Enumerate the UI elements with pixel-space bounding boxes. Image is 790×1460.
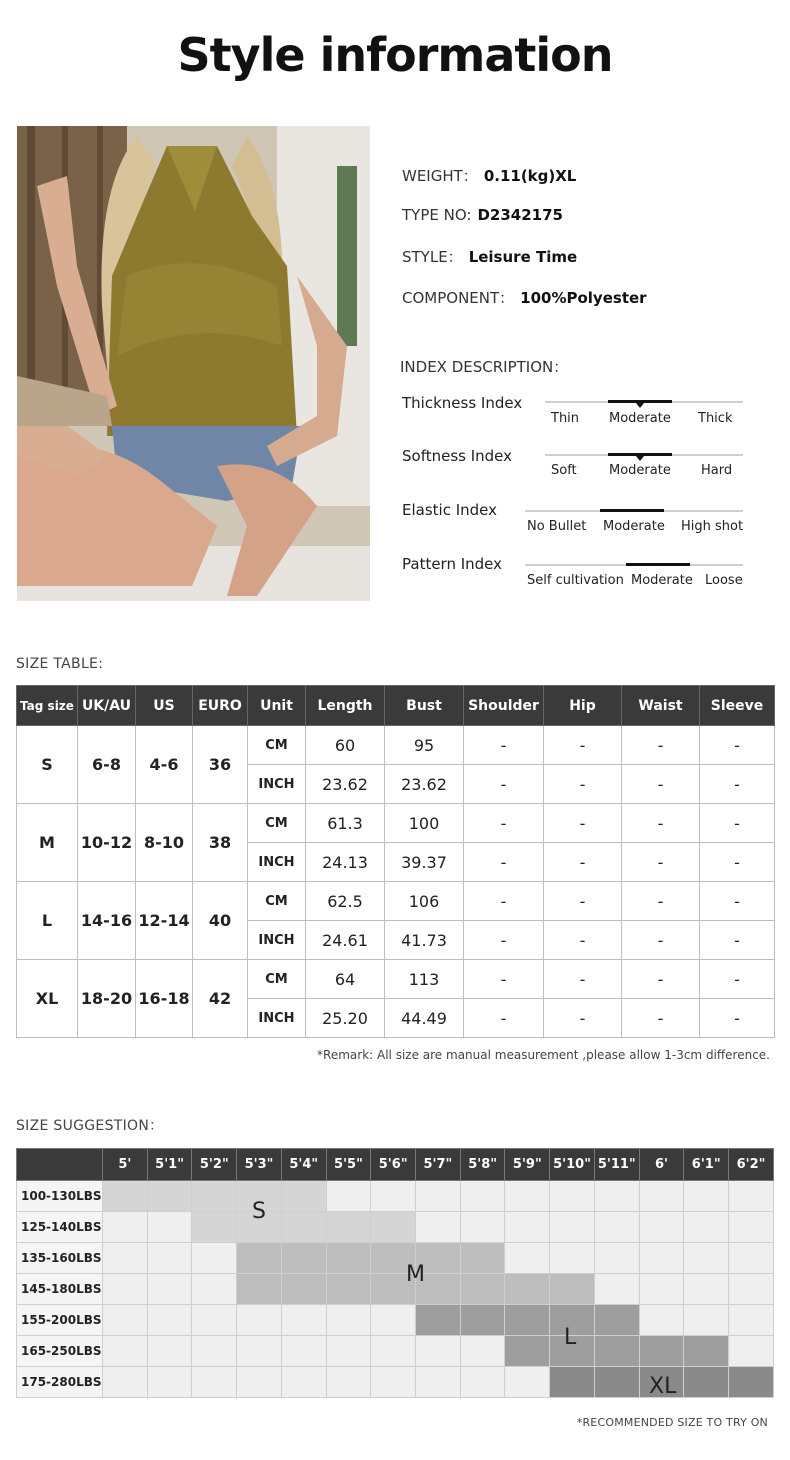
size-cell-s xyxy=(147,1181,192,1212)
grid-cell xyxy=(460,1367,505,1398)
grid-cell xyxy=(639,1243,684,1274)
spec-weight xyxy=(402,165,576,186)
size-cell-xl xyxy=(550,1367,595,1398)
weight-label: 135-160LBS xyxy=(17,1243,103,1274)
grid-cell xyxy=(505,1212,550,1243)
tag-size-cell: L xyxy=(17,882,78,960)
height-header: 5'7" xyxy=(416,1149,461,1181)
corner-cell xyxy=(17,1149,103,1181)
sleeve-cell: - xyxy=(700,843,775,882)
product-photo xyxy=(17,126,370,601)
sleeve-cell: - xyxy=(700,765,775,804)
size-cell-s xyxy=(192,1212,237,1243)
size-cell-l xyxy=(639,1336,684,1367)
grid-cell xyxy=(103,1274,148,1305)
sleeve-cell: - xyxy=(700,726,775,765)
grid-cell xyxy=(639,1181,684,1212)
size-cell-l xyxy=(460,1305,505,1336)
grid-cell xyxy=(326,1367,371,1398)
weight-label: 155-200LBS xyxy=(17,1305,103,1336)
column-header: Length xyxy=(306,686,385,726)
size-cell-m xyxy=(550,1274,595,1305)
size-cell-xl xyxy=(684,1367,729,1398)
index-option: Thick xyxy=(698,411,733,426)
unit-cell: CM xyxy=(248,882,306,921)
shoulder-cell: - xyxy=(464,765,544,804)
hip-cell: - xyxy=(544,999,622,1038)
ukau-cell: 18-20 xyxy=(78,960,136,1038)
hip-cell: - xyxy=(544,921,622,960)
grid-cell xyxy=(237,1367,282,1398)
grid-cell xyxy=(550,1243,595,1274)
grid-cell xyxy=(281,1336,326,1367)
grid-cell xyxy=(684,1181,729,1212)
height-header: 5'3" xyxy=(237,1149,282,1181)
size-cell-l xyxy=(416,1305,461,1336)
waist-cell: - xyxy=(622,921,700,960)
height-header-row xyxy=(17,1149,774,1181)
tag-size-cell: XL xyxy=(17,960,78,1038)
index-option-selected: Moderate xyxy=(609,411,671,426)
waist-cell: - xyxy=(622,765,700,804)
shoulder-cell: - xyxy=(464,804,544,843)
waist-cell: - xyxy=(622,960,700,999)
unit-cell: CM xyxy=(248,726,306,765)
index-description-title: INDEX DESCRIPTION： xyxy=(400,358,569,376)
waist-cell: - xyxy=(622,882,700,921)
shoulder-cell: - xyxy=(464,999,544,1038)
grid-cell xyxy=(594,1181,639,1212)
spec-label: TYPE NO: xyxy=(402,206,472,224)
size-table xyxy=(16,685,775,1038)
grid-cell xyxy=(281,1305,326,1336)
grid-cell xyxy=(192,1274,237,1305)
spec-value: 0.11(kg)XL xyxy=(483,167,577,185)
weight-label: 165-250LBS xyxy=(17,1336,103,1367)
grid-cell xyxy=(103,1367,148,1398)
grid-cell xyxy=(505,1181,550,1212)
column-header: UK/AU xyxy=(78,686,136,726)
recommend-note: *RECOMMENDED SIZE TO TRY ON xyxy=(576,1416,768,1429)
grid-cell xyxy=(416,1336,461,1367)
table-row xyxy=(17,726,775,765)
weight-row xyxy=(17,1274,774,1305)
column-header: Hip xyxy=(544,686,622,726)
softness-index-label: Softness Index xyxy=(402,447,513,465)
bust-cell: 39.37 xyxy=(385,843,464,882)
height-header: 5'5" xyxy=(326,1149,371,1181)
column-header: US xyxy=(136,686,193,726)
size-cell-l xyxy=(505,1305,550,1336)
grid-cell xyxy=(326,1181,371,1212)
spec-label: WEIGHT： xyxy=(402,167,478,185)
index-option: Self cultivation xyxy=(527,573,624,588)
grid-cell xyxy=(281,1367,326,1398)
grid-cell xyxy=(192,1336,237,1367)
column-header: Waist xyxy=(622,686,700,726)
size-cell-m xyxy=(460,1274,505,1305)
grid-cell xyxy=(147,1274,192,1305)
size-zone-label-xl: XL xyxy=(649,1374,677,1399)
grid-cell xyxy=(505,1367,550,1398)
euro-cell: 36 xyxy=(193,726,248,804)
grid-cell xyxy=(326,1305,371,1336)
column-header: Sleeve xyxy=(700,686,775,726)
unit-cell: INCH xyxy=(248,843,306,882)
length-cell: 24.61 xyxy=(306,921,385,960)
grid-cell xyxy=(684,1212,729,1243)
weight-label: 100-130LBS xyxy=(17,1181,103,1212)
waist-cell: - xyxy=(622,726,700,765)
grid-cell xyxy=(147,1336,192,1367)
spec-label: COMPONENT： xyxy=(402,289,515,307)
hip-cell: - xyxy=(544,960,622,999)
tag-size-cell: M xyxy=(17,804,78,882)
bust-cell: 113 xyxy=(385,960,464,999)
grid-cell xyxy=(416,1367,461,1398)
sleeve-cell: - xyxy=(700,882,775,921)
grid-cell xyxy=(460,1336,505,1367)
shoulder-cell: - xyxy=(464,882,544,921)
unit-cell: CM xyxy=(248,960,306,999)
grid-cell xyxy=(729,1243,774,1274)
hip-cell: - xyxy=(544,765,622,804)
size-cell-l xyxy=(594,1336,639,1367)
bust-cell: 95 xyxy=(385,726,464,765)
height-header: 6' xyxy=(639,1149,684,1181)
index-option: No Bullet xyxy=(527,519,587,534)
bust-cell: 106 xyxy=(385,882,464,921)
weight-row xyxy=(17,1181,774,1212)
size-table-header xyxy=(17,686,775,726)
column-header: Bust xyxy=(385,686,464,726)
hip-cell: - xyxy=(544,882,622,921)
page-title: Style information xyxy=(177,28,613,82)
sleeve-cell: - xyxy=(700,804,775,843)
grid-cell xyxy=(684,1305,729,1336)
tag-size-cell: S xyxy=(17,726,78,804)
thickness-index-label: Thickness Index xyxy=(402,394,523,412)
bust-cell: 41.73 xyxy=(385,921,464,960)
size-cell-l xyxy=(684,1336,729,1367)
weight-row xyxy=(17,1243,774,1274)
sleeve-cell: - xyxy=(700,960,775,999)
grid-cell xyxy=(326,1336,371,1367)
index-option: Thin xyxy=(551,411,580,426)
grid-cell xyxy=(594,1212,639,1243)
hip-cell: - xyxy=(544,843,622,882)
grid-cell xyxy=(103,1243,148,1274)
grid-cell xyxy=(684,1274,729,1305)
waist-cell: - xyxy=(622,843,700,882)
spec-label: STYLE： xyxy=(402,248,463,266)
grid-cell xyxy=(371,1367,416,1398)
sleeve-cell: - xyxy=(700,921,775,960)
elastic-index-marker xyxy=(600,509,664,512)
size-zone-label-l: L xyxy=(564,1325,577,1350)
height-header: 5'4" xyxy=(281,1149,326,1181)
spec-type-no xyxy=(402,206,563,224)
bust-cell: 44.49 xyxy=(385,999,464,1038)
size-cell-l xyxy=(505,1336,550,1367)
grid-cell xyxy=(237,1305,282,1336)
spec-value: D2342175 xyxy=(477,206,563,224)
grid-cell xyxy=(729,1305,774,1336)
height-header: 5'11" xyxy=(594,1149,639,1181)
grid-cell xyxy=(684,1243,729,1274)
weight-row xyxy=(17,1305,774,1336)
length-cell: 23.62 xyxy=(306,765,385,804)
grid-cell xyxy=(147,1305,192,1336)
height-header: 5'2" xyxy=(192,1149,237,1181)
weight-label: 175-280LBS xyxy=(17,1367,103,1398)
size-table-label: SIZE TABLE: xyxy=(16,656,104,672)
height-header: 5'6" xyxy=(371,1149,416,1181)
grid-cell xyxy=(729,1336,774,1367)
size-cell-m xyxy=(505,1274,550,1305)
size-cell-m xyxy=(460,1243,505,1274)
hip-cell: - xyxy=(544,804,622,843)
size-cell-m xyxy=(281,1274,326,1305)
table-row xyxy=(17,804,775,843)
grid-cell xyxy=(594,1274,639,1305)
grid-cell xyxy=(192,1367,237,1398)
us-cell: 16-18 xyxy=(136,960,193,1038)
unit-cell: INCH xyxy=(248,765,306,804)
length-cell: 25.20 xyxy=(306,999,385,1038)
length-cell: 24.13 xyxy=(306,843,385,882)
grid-cell xyxy=(371,1336,416,1367)
index-option-selected: Moderate xyxy=(631,573,693,588)
hip-cell: - xyxy=(544,726,622,765)
spec-component xyxy=(402,287,647,308)
elastic-index-label: Elastic Index xyxy=(402,501,498,519)
weight-label: 145-180LBS xyxy=(17,1274,103,1305)
size-cell-xl xyxy=(729,1367,774,1398)
weight-row xyxy=(17,1212,774,1243)
size-suggestion-grid xyxy=(16,1148,774,1398)
grid-cell xyxy=(192,1305,237,1336)
size-cell-s xyxy=(192,1181,237,1212)
grid-cell xyxy=(729,1274,774,1305)
size-cell-s xyxy=(281,1181,326,1212)
index-option: Soft xyxy=(551,463,577,478)
grid-cell xyxy=(103,1212,148,1243)
index-option-selected: Moderate xyxy=(609,463,671,478)
index-option-selected: Moderate xyxy=(603,519,665,534)
height-header: 5'1" xyxy=(147,1149,192,1181)
length-cell: 62.5 xyxy=(306,882,385,921)
size-zone-label-s: S xyxy=(252,1199,266,1224)
unit-cell: INCH xyxy=(248,921,306,960)
size-cell-s xyxy=(371,1212,416,1243)
bust-cell: 23.62 xyxy=(385,765,464,804)
grid-cell xyxy=(505,1243,550,1274)
size-cell-l xyxy=(594,1305,639,1336)
pattern-index-marker xyxy=(626,563,690,566)
column-header: Tag size xyxy=(17,686,78,726)
grid-cell xyxy=(594,1243,639,1274)
height-header: 6'2" xyxy=(729,1149,774,1181)
index-option: Loose xyxy=(705,573,743,588)
spec-value: 100%Polyester xyxy=(520,289,647,307)
height-header: 5'8" xyxy=(460,1149,505,1181)
size-cell-m xyxy=(281,1243,326,1274)
size-cell-xl xyxy=(594,1367,639,1398)
grid-cell xyxy=(147,1367,192,1398)
shoulder-cell: - xyxy=(464,960,544,999)
shoulder-cell: - xyxy=(464,921,544,960)
grid-cell xyxy=(729,1212,774,1243)
size-cell-m xyxy=(326,1243,371,1274)
table-row xyxy=(17,960,775,999)
size-cell-s xyxy=(103,1181,148,1212)
index-option: High shot xyxy=(681,519,744,534)
height-header: 6'1" xyxy=(684,1149,729,1181)
grid-cell xyxy=(237,1336,282,1367)
grid-cell xyxy=(460,1181,505,1212)
grid-cell xyxy=(550,1212,595,1243)
bust-cell: 100 xyxy=(385,804,464,843)
euro-cell: 40 xyxy=(193,882,248,960)
ukau-cell: 10-12 xyxy=(78,804,136,882)
size-cell-m xyxy=(237,1243,282,1274)
height-header: 5'10" xyxy=(550,1149,595,1181)
shoulder-cell: - xyxy=(464,726,544,765)
grid-cell xyxy=(460,1212,505,1243)
euro-cell: 42 xyxy=(193,960,248,1038)
us-cell: 12-14 xyxy=(136,882,193,960)
waist-cell: - xyxy=(622,804,700,843)
height-header: 5' xyxy=(103,1149,148,1181)
unit-cell: CM xyxy=(248,804,306,843)
size-cell-s xyxy=(281,1212,326,1243)
grid-cell xyxy=(192,1243,237,1274)
model-image xyxy=(17,126,370,601)
us-cell: 4-6 xyxy=(136,726,193,804)
ukau-cell: 6-8 xyxy=(78,726,136,804)
column-header: EURO xyxy=(193,686,248,726)
length-cell: 60 xyxy=(306,726,385,765)
weight-label: 125-140LBS xyxy=(17,1212,103,1243)
spec-style xyxy=(402,246,577,267)
grid-cell xyxy=(416,1212,461,1243)
height-header: 5'9" xyxy=(505,1149,550,1181)
size-cell-m xyxy=(237,1274,282,1305)
size-cell-s xyxy=(326,1212,371,1243)
euro-cell: 38 xyxy=(193,804,248,882)
table-row xyxy=(17,882,775,921)
grid-cell xyxy=(147,1243,192,1274)
size-suggestion-label: SIZE SUGGESTION： xyxy=(16,1118,164,1134)
column-header: Shoulder xyxy=(464,686,544,726)
grid-cell xyxy=(639,1305,684,1336)
column-header: Unit xyxy=(248,686,306,726)
grid-cell xyxy=(729,1181,774,1212)
waist-cell: - xyxy=(622,999,700,1038)
grid-cell xyxy=(371,1181,416,1212)
grid-cell xyxy=(103,1336,148,1367)
length-cell: 64 xyxy=(306,960,385,999)
length-cell: 61.3 xyxy=(306,804,385,843)
spec-value: Leisure Time xyxy=(468,248,578,266)
weight-row xyxy=(17,1336,774,1367)
marker-pointer-icon xyxy=(636,456,644,461)
size-cell-m xyxy=(326,1274,371,1305)
unit-cell: INCH xyxy=(248,999,306,1038)
sleeve-cell: - xyxy=(700,999,775,1038)
grid-cell xyxy=(550,1181,595,1212)
marker-pointer-icon xyxy=(636,403,644,408)
grid-cell xyxy=(639,1212,684,1243)
ukau-cell: 14-16 xyxy=(78,882,136,960)
grid-cell xyxy=(103,1305,148,1336)
grid-cell xyxy=(147,1212,192,1243)
us-cell: 8-10 xyxy=(136,804,193,882)
pattern-index-label: Pattern Index xyxy=(402,555,503,573)
shoulder-cell: - xyxy=(464,843,544,882)
index-option: Hard xyxy=(701,463,733,478)
grid-cell xyxy=(639,1274,684,1305)
grid-cell xyxy=(371,1305,416,1336)
measurement-remark: *Remark: All size are manual measurement ,please allow 1-3cm difference. xyxy=(317,1048,770,1062)
size-zone-label-m: M xyxy=(406,1262,425,1287)
grid-cell xyxy=(416,1181,461,1212)
